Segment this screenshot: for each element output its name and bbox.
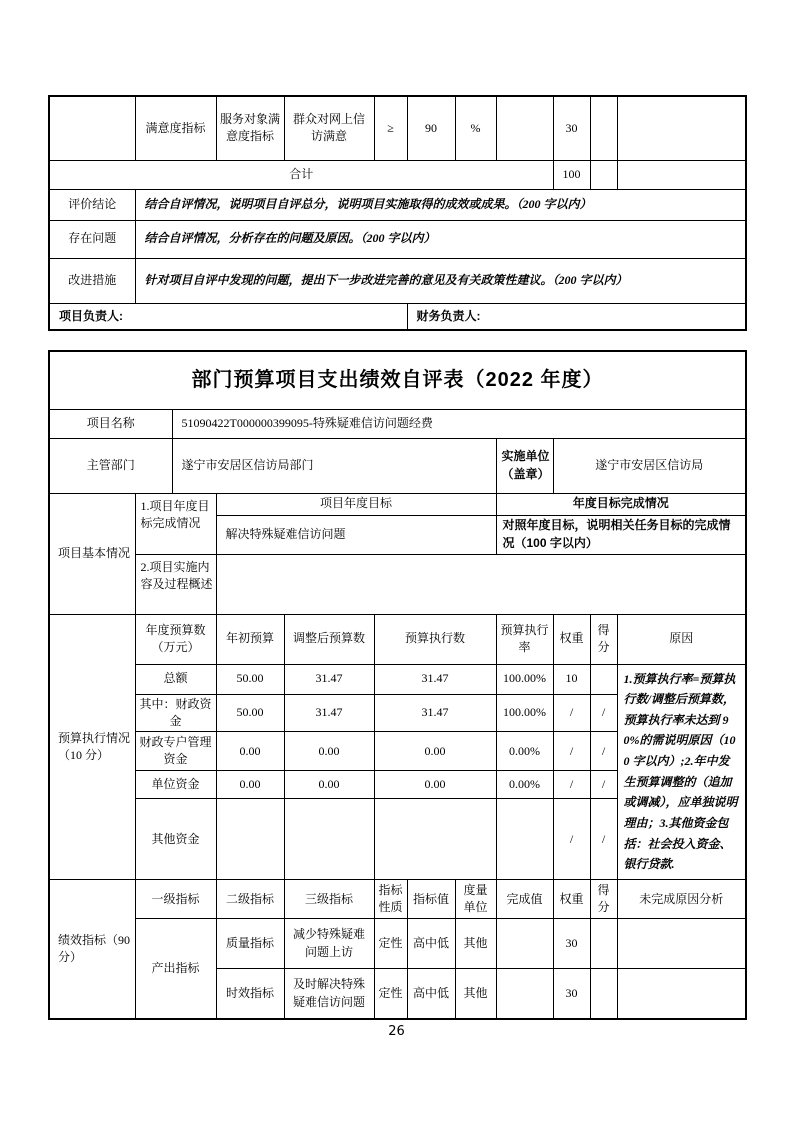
budget-other-label-cell: 其他资金 xyxy=(135,799,216,880)
budget-rate-header-cell: 预算执行率 xyxy=(496,614,553,664)
budget-special-adjusted-cell: 0.00 xyxy=(284,732,374,771)
page-number: 26 xyxy=(388,1024,405,1039)
improvements-row xyxy=(49,258,746,303)
conclusion-row xyxy=(49,189,746,220)
budget-special-executed-cell: 0.00 xyxy=(374,732,496,771)
department-row xyxy=(49,438,746,493)
implementing-unit-label-cell: 实施单位（盖章） xyxy=(496,438,553,493)
finance-leader-cell: 财务负责人: xyxy=(407,303,746,330)
leaders-row xyxy=(49,303,746,330)
budget-special-score-cell: / xyxy=(590,732,617,771)
budget-unit-score-cell: / xyxy=(590,771,617,799)
budget-performance-self-evaluation-table xyxy=(48,350,747,1020)
perf-level2-header-cell: 二级指标 xyxy=(216,880,284,919)
budget-other-rate-cell xyxy=(496,799,553,880)
t1-indicator-nature-cell: ≥ xyxy=(374,96,407,160)
conclusion-text-cell: 结合自评情况，说明项目自评总分，说明项目实施取得的成效或成果。（200 字以内） xyxy=(135,189,746,220)
perf-analysis-header-cell: 未完成原因分析 xyxy=(617,880,746,919)
problems-row xyxy=(49,220,746,258)
budget-total-executed-cell: 31.47 xyxy=(374,664,496,694)
budget-rowlabel-header-cell: 年度预算数（万元） xyxy=(135,614,216,664)
budget-fiscal-rate-cell: 100.00% xyxy=(496,694,553,732)
perf-quality-completion-cell xyxy=(496,919,553,969)
goal-completion-cell: 对照年度目标，说明相关任务目标的完成情况（100 字以内） xyxy=(496,515,746,554)
budget-special-weight-cell: / xyxy=(553,732,590,771)
perf-completion-header-cell: 完成值 xyxy=(496,880,553,919)
budget-total-initial-cell: 50.00 xyxy=(216,664,284,694)
t1-completion-cell xyxy=(496,96,553,160)
conclusion-label-cell: 评价结论 xyxy=(49,189,135,220)
perf-time-analysis-cell xyxy=(617,969,746,1019)
problems-text-cell: 结合自评情况，分析存在的问题及原因。（200 字以内） xyxy=(135,220,746,258)
t1-level2-indicator-cell: 满意度指标 xyxy=(135,96,216,160)
performance-section-label: 绩效指标（90 分） xyxy=(49,880,135,1019)
budget-executed-header-cell: 预算执行数 xyxy=(374,614,496,664)
basic-info-item2-row xyxy=(49,554,746,614)
project-name-row xyxy=(49,409,746,438)
perf-time-nature-cell: 定性 xyxy=(374,969,407,1019)
perf-quality-nature-cell: 定性 xyxy=(374,919,407,969)
budget-other-adjusted-cell xyxy=(284,799,374,880)
budget-total-adjusted-cell: 31.47 xyxy=(284,664,374,694)
budget-reason-text-cell: 1.预算执行率=预算执行数/调整后预算数，预算执行率未达到 90%的需说明原因（100 字以内）;2.年中发生预算调整的（追加或调减），应单独说明理由；3.其他资金包括：社会投入资金、银行贷款. xyxy=(617,664,746,880)
title-row xyxy=(49,351,746,409)
budget-other-weight-cell: / xyxy=(553,799,590,880)
perf-weight-header-cell: 权重 xyxy=(553,880,590,919)
t1-total-weight-cell: 100 xyxy=(553,160,590,189)
budget-total-weight-cell: 10 xyxy=(553,664,590,694)
budget-header-row xyxy=(49,614,746,664)
t1-total-analysis-cell xyxy=(617,160,746,189)
basic-item2-label-cell: 2.项目实施内容及过程概述 xyxy=(135,554,216,614)
budget-unit-initial-cell: 0.00 xyxy=(216,771,284,799)
basic-info-section-label: 项目基本情况 xyxy=(49,493,135,614)
perf-level1-header-cell: 一级指标 xyxy=(135,880,216,919)
t1-indicator-name-cell: 群众对网上信访满意 xyxy=(284,96,374,160)
t1-score-cell xyxy=(590,96,617,160)
budget-fiscal-weight-cell: / xyxy=(553,694,590,732)
perf-time-level3-cell: 及时解决特殊疑难信访问题 xyxy=(284,969,374,1019)
improvements-text-cell: 针对项目自评中发现的问题，提出下一步改进完善的意见及有关政策性建议。（200 字以内） xyxy=(135,258,746,303)
performance-row-quality xyxy=(49,919,746,969)
total-row xyxy=(49,160,746,189)
perf-value-header-cell: 指标值 xyxy=(407,880,455,919)
t1-total-label-cell: 合计 xyxy=(49,160,553,189)
perf-quality-score-cell xyxy=(590,919,617,969)
budget-reason-header-cell: 原因 xyxy=(617,614,746,664)
budget-unit-rate-cell: 0.00% xyxy=(496,771,553,799)
project-name-value-cell: 51090422T000000399095-特殊疑难信访问题经费 xyxy=(172,409,746,438)
basic-item2-content-cell xyxy=(216,554,746,614)
budget-fiscal-executed-cell: 31.47 xyxy=(374,694,496,732)
budget-score-header-cell: 得分 xyxy=(590,614,617,664)
perf-quality-level3-cell: 减少特殊疑难问题上访 xyxy=(284,919,374,969)
perf-time-unit-cell: 其他 xyxy=(455,969,496,1019)
perf-time-value-cell: 高中低 xyxy=(407,969,455,1019)
perf-level1-value-cell: 产出指标 xyxy=(135,919,216,1019)
t1-weight-cell: 30 xyxy=(553,96,590,160)
budget-unit-adjusted-cell: 0.00 xyxy=(284,771,374,799)
budget-fiscal-initial-cell: 50.00 xyxy=(216,694,284,732)
self-evaluation-table-continuation xyxy=(48,95,747,331)
budget-other-executed-cell xyxy=(374,799,496,880)
table-title: 部门预算项目支出绩效自评表（2022 年度） xyxy=(49,351,746,409)
perf-score-header-cell: 得分 xyxy=(590,880,617,919)
perf-quality-value-cell: 高中低 xyxy=(407,919,455,969)
budget-total-rate-cell: 100.00% xyxy=(496,664,553,694)
perf-quality-level2-cell: 质量指标 xyxy=(216,919,284,969)
annual-goal-header-cell: 项目年度目标 xyxy=(216,493,496,515)
project-leader-cell: 项目负责人: xyxy=(49,303,407,330)
t1-section-empty-cell xyxy=(49,96,135,160)
budget-special-rate-cell: 0.00% xyxy=(496,732,553,771)
perf-time-level2-cell: 时效指标 xyxy=(216,969,284,1019)
budget-initial-header-cell: 年初预算 xyxy=(216,614,284,664)
budget-total-score-cell xyxy=(590,664,617,694)
improvements-label-cell: 改进措施 xyxy=(49,258,135,303)
t1-indicator-unit-cell: % xyxy=(455,96,496,160)
budget-fiscal-adjusted-cell: 31.47 xyxy=(284,694,374,732)
perf-time-score-cell xyxy=(590,969,617,1019)
budget-other-initial-cell xyxy=(216,799,284,880)
annual-goal-cell: 解决特殊疑难信访问题 xyxy=(216,515,496,554)
budget-fiscal-score-cell: / xyxy=(590,694,617,732)
budget-special-label-cell: 财政专户管理资金 xyxy=(135,732,216,771)
t1-level3-indicator-cell: 服务对象满意度指标 xyxy=(216,96,284,160)
budget-unit-weight-cell: / xyxy=(553,771,590,799)
t1-total-score-cell xyxy=(590,160,617,189)
perf-nature-header-cell: 指标性质 xyxy=(374,880,407,919)
project-name-label-cell: 项目名称 xyxy=(49,409,172,438)
basic-info-header-row xyxy=(49,493,746,515)
department-value-cell: 遂宁市安居区信访局部门 xyxy=(172,438,496,493)
perf-level3-header-cell: 三级指标 xyxy=(284,880,374,919)
goal-completion-header-cell: 年度目标完成情况 xyxy=(496,493,746,515)
budget-unit-executed-cell: 0.00 xyxy=(374,771,496,799)
t1-analysis-cell xyxy=(617,96,746,160)
problems-label-cell: 存在问题 xyxy=(49,220,135,258)
perf-quality-weight-cell: 30 xyxy=(553,919,590,969)
satisfaction-indicator-row xyxy=(49,96,746,160)
budget-total-label-cell: 总额 xyxy=(135,664,216,694)
t1-indicator-value-cell: 90 xyxy=(407,96,455,160)
implementing-unit-value-cell: 遂宁市安居区信访局 xyxy=(553,438,746,493)
budget-row-total xyxy=(49,664,746,694)
performance-header-row xyxy=(49,880,746,919)
budget-weight-header-cell: 权重 xyxy=(553,614,590,664)
budget-special-initial-cell: 0.00 xyxy=(216,732,284,771)
perf-time-completion-cell xyxy=(496,969,553,1019)
department-label-cell: 主管部门 xyxy=(49,438,172,493)
perf-time-weight-cell: 30 xyxy=(553,969,590,1019)
perf-unit-header-cell: 度量单位 xyxy=(455,880,496,919)
budget-other-score-cell: / xyxy=(590,799,617,880)
budget-fiscal-label-cell: 其中：财政资金 xyxy=(135,694,216,732)
budget-unit-label-cell: 单位资金 xyxy=(135,771,216,799)
perf-quality-unit-cell: 其他 xyxy=(455,919,496,969)
budget-section-label: 预算执行情况（10 分） xyxy=(49,614,135,880)
basic-item1-label-cell: 1.项目年度目标完成情况 xyxy=(135,493,216,554)
perf-quality-analysis-cell xyxy=(617,919,746,969)
budget-adjusted-header-cell: 调整后预算数 xyxy=(284,614,374,664)
